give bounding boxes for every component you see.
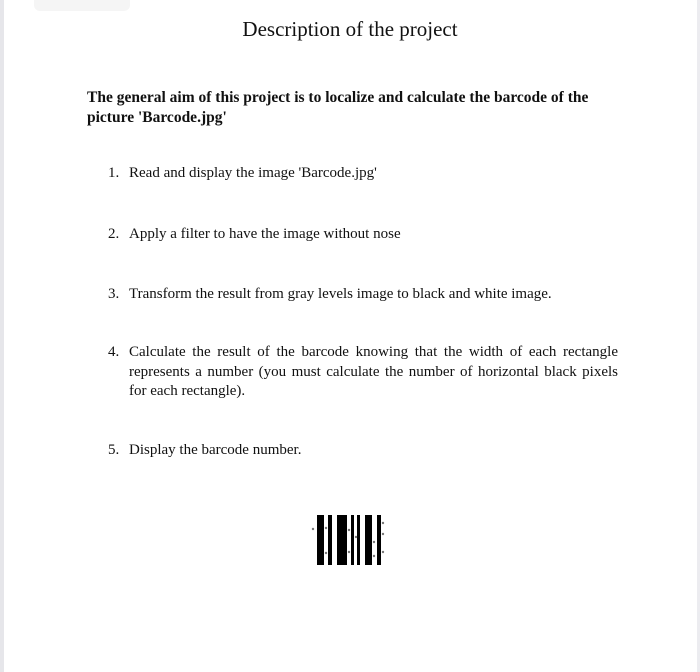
step-item xyxy=(108,285,618,305)
step-text: Display the barcode number. xyxy=(129,442,302,458)
top-tab xyxy=(34,0,130,11)
step-number: 3. xyxy=(108,286,120,302)
document-title: Description of the project xyxy=(242,17,458,41)
step-text: Read and display the image 'Barcode.jpg' xyxy=(129,165,377,181)
step-number: 2. xyxy=(108,226,120,242)
step-item xyxy=(108,225,618,245)
step-item xyxy=(108,343,618,402)
step-text: Calculate the result of the barcode knowing that the width of each rectangle represents a number (you must calculate the number of horizontal black pixels for each rectangle). xyxy=(129,344,618,399)
step-text: Transform the result from gray levels image to black and white image. xyxy=(129,286,552,302)
step-item xyxy=(108,441,618,461)
step-item xyxy=(108,164,618,184)
project-aim: The general aim of this project is to localize and calculate the barcode of the picture 'Barcode.jpg' xyxy=(87,89,589,126)
step-number: 1. xyxy=(108,165,120,181)
step-number: 4. xyxy=(108,344,120,360)
step-number: 5. xyxy=(108,442,120,458)
barcode-image xyxy=(310,510,390,572)
step-text: Apply a filter to have the image without nose xyxy=(129,226,401,242)
page-left-edge xyxy=(0,0,4,672)
